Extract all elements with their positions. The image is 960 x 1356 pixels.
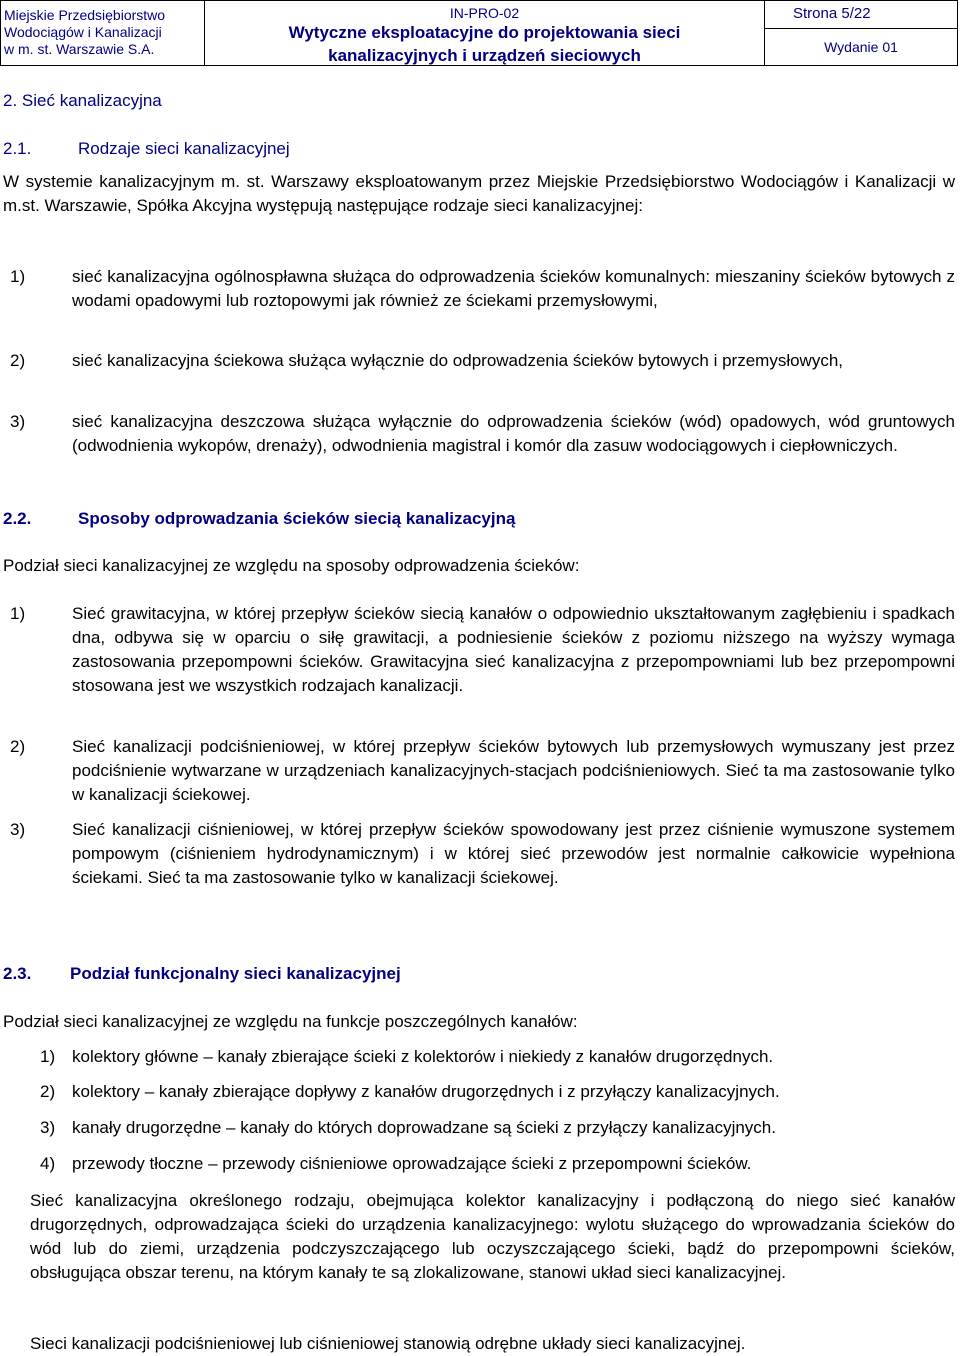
list-item-text: sieć kanalizacyjna deszczowa służąca wyłącznie do odprowadzenia ścieków (wód) opadowych, wód gruntowych (odwodnienia wykopów, drenaży), odwodnienia magistral i komór dla zasuw wodociągowych i ciepłowniczych. [72,412,955,455]
list-item-text: kolektory – kanały zbierające dopływy z kanałów drugorzędnych i z przyłączy kanalizacyjnych. [72,1082,780,1101]
list-item-number: 1) [10,604,26,623]
list-item-number: 2) [10,351,26,370]
list-item-text: kolektory główne – kanały zbierające ścieki z kolektorów i niekiedy z kanałów drugorzędnych. [72,1047,774,1066]
list-item-text: sieć kanalizacyjna ściekowa służąca wyłącznie do odprowadzenia ścieków bytowych i przemysłowych, [72,351,844,370]
list-item-text: Sieć kanalizacji ciśnieniowej, w której przepływ ścieków spowodowany jest przez ciśnienie wymuszone systemem pompowym (ciśnieniem hydrodynamicznym) i w której sieć przewodów jest normalnie całkowicie wypełniona ściekami. Sieć ta ma zastosowanie tylko w kanalizacji ściekowej. [72,820,955,887]
section-2-2-number: 2.2. [3,509,32,528]
section-2-1-intro: W systemie kanalizacyjnym m. st. Warszawy eksploatowanym przez Miejskie Przedsiębiorstwo Wodociągów i Kanalizacji w m.st. Warszawie, Spółka Akcyjna występują następujące rodzaje sieci kanalizacyjnej: [3,172,955,215]
org-line-1: Miejskie Przedsiębiorstwo [4,7,166,23]
list-item-number: 4) [40,1154,56,1173]
edition: Wydanie 01 [824,39,898,55]
list-item-text: sieć kanalizacyjna ogólnospławna służąca do odprowadzenia ścieków komunalnych: mieszaniny ścieków bytowych z wodami opadowymi lub roztopowymi jak również ze ściekami przemysłowymi, [72,267,955,310]
section-2-3-title: Podział funkcjonalny sieci kanalizacyjnej [70,964,401,983]
list-item-number: 3) [10,412,26,431]
section-2-3-intro: Podział sieci kanalizacyjnej ze względu na funkcje poszczególnych kanałów: [3,1012,578,1031]
list-item-number: 1) [10,267,26,286]
section-2-2-intro: Podział sieci kanalizacyjnej ze względu na sposoby odprowadzenia ścieków: [3,556,580,575]
section-2-1-number: 2.1. [3,139,32,158]
list-item-text: Sieć grawitacyjna, w której przepływ ścieków siecią kanałów o odpowiednio ukształtowanym zagłębieniu i spadkach dna, odbywa się w oparciu o siłę grawitacji, a podniesienie ścieków z poziomu niższego na wyższy wymaga zastosowania przepompowni ścieków. Grawitacyjna sieć kanalizacyjna z przepompowniami lub bez przepompowni stosowana jest we wszystkich rodzajach kanalizacji. [72,604,955,695]
list-item-number: 3) [40,1118,56,1137]
list-item-number: 2) [40,1082,56,1101]
org-line-2: Wodociągów i Kanalizacji [4,24,162,40]
document-header [0,0,958,66]
document-code: IN-PRO-02 [449,5,520,21]
document-title-block [205,1,765,65]
list-item-text: przewody tłoczne – przewody ciśnieniowe oprowadzające ścieki z przepompowni ścieków. [72,1154,752,1173]
section-2-heading: 2. Sieć kanalizacyjna [3,91,162,110]
paragraph-separate-systems: Sieci kanalizacji podciśnieniowej lub ciśnieniowej stanowią odrębne układy sieci kanalizacyjnej. [30,1334,746,1353]
page-number: Strona 5/22 [765,1,957,29]
list-item-text: Sieć kanalizacji podciśnieniowej, w której przepływ ścieków bytowych lub przemysłowych wymuszany jest przez podciśnienie wytwarzane w urządzeniach kanalizacyjnych-stacjach podciśnieniowych. Sieć ta ma zastosowanie tylko w kanalizacji ściekowej. [72,737,955,804]
section-2-2-title: Sposoby odprowadzania ścieków siecią kanalizacyjną [78,509,516,528]
org-line-3: w m. st. Warszawie S.A. [4,41,155,57]
document-title-line-1: Wytyczne eksploatacyjne do projektowania sieci [288,23,681,42]
document-title-line-2: kanalizacyjnych i urządzeń sieciowych [328,46,641,65]
page-info [765,1,957,65]
section-2-3-number: 2.3. [3,964,32,983]
list-item-text: kanały drugorzędne – kanały do których doprowadzane są ścieki z przyłączy kanalizacyjnych. [72,1118,776,1137]
organization-name [1,1,205,65]
section-2-1-title: Rodzaje sieci kanalizacyjnej [78,139,290,158]
list-item-number: 2) [10,737,26,756]
paragraph-system-definition: Sieć kanalizacyjna określonego rodzaju, obejmująca kolektor kanalizacyjny i podłączoną do niego sieć kanałów drugorzędnych, odprowadzająca ścieki do urządzenia kanalizacyjnego: wylotu służącego do wprowadzania ścieków do wód lub do ziemi, urządzenia podczyszczającego lub oczyszczającego ścieki, bądź do przepompowni ścieków, obsługująca obszar terenu, na którym kanały te są zlokalizowane, stanowi układ sieci kanalizacyjnej. [30,1191,955,1282]
list-item-number: 3) [10,820,26,839]
list-item-number: 1) [40,1047,56,1066]
